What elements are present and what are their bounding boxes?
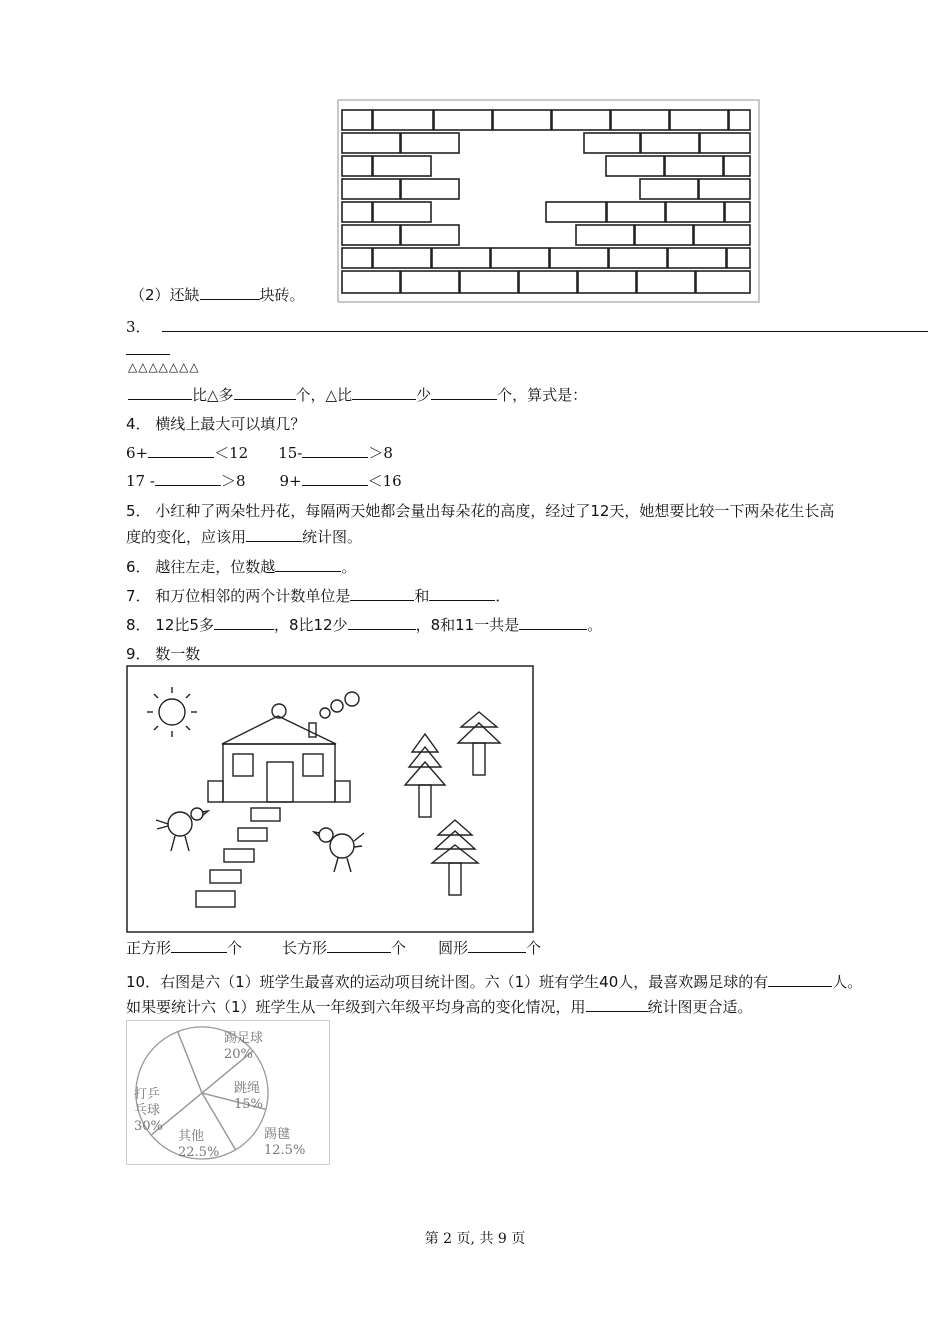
q5-line-2 bbox=[126, 526, 362, 547]
q3-blank-2[interactable] bbox=[234, 385, 296, 400]
q10-blank-2[interactable] bbox=[586, 997, 648, 1012]
pie-label-4-1: 其他 bbox=[178, 1129, 205, 1144]
q3-sentence bbox=[128, 384, 587, 405]
q4-expr-2a: 15- bbox=[278, 444, 303, 462]
q7-text: 7． 和万位相邻的两个计数单位是 bbox=[126, 587, 351, 605]
q3-blank-3[interactable] bbox=[352, 385, 416, 400]
q8-blank-1[interactable] bbox=[214, 615, 274, 630]
q9-rect-unit: 个 bbox=[391, 939, 407, 957]
q4-row-1 bbox=[126, 442, 393, 463]
q9-square-label: 正方形 bbox=[126, 939, 172, 957]
q4-title: 4． 横线上最大可以填几？ bbox=[126, 415, 306, 433]
q4-expr-3b: ＞8 bbox=[220, 472, 246, 490]
q4-expr-4b: ＜16 bbox=[367, 472, 402, 490]
q10-text-2b: 统计图更合适。 bbox=[647, 998, 753, 1016]
sports-pie-chart bbox=[126, 1020, 330, 1166]
q3-text-3: 少 bbox=[416, 386, 432, 404]
q9-rect-blank[interactable] bbox=[327, 938, 391, 953]
q10-text-2: 如果要统计六（1）班学生从一年级到六年级平均身高的变化情况，用 bbox=[126, 998, 586, 1016]
page-footer: 第 2 页, 共 9 页 bbox=[424, 1231, 526, 1247]
q7-and: 和 bbox=[414, 587, 430, 605]
q4-expr-3a: 17 - bbox=[126, 472, 155, 490]
q9-rect-label: 长方形 bbox=[282, 939, 328, 957]
q9-answers bbox=[126, 937, 541, 958]
q2-answer-blank[interactable] bbox=[200, 285, 260, 300]
q3-text-2: 个，△比 bbox=[295, 386, 353, 404]
pie-label-5-3: 30% bbox=[134, 1119, 163, 1134]
q9-title: 9． 数一数 bbox=[126, 645, 201, 663]
q10-text-1: 10．右图是六（1）班学生最喜欢的运动项目统计图。六（1）班有学生40人，最喜欢踢足球的有 bbox=[126, 973, 769, 991]
q2-sub-text: （2）还缺 bbox=[130, 286, 200, 304]
q10-text-1b: 人。 bbox=[832, 973, 863, 991]
q4-blank-2[interactable] bbox=[302, 443, 368, 458]
q4-row-2 bbox=[126, 470, 402, 491]
q4-expr-1b: ＜12 bbox=[214, 444, 249, 462]
q5-blank[interactable] bbox=[246, 527, 302, 542]
q7-suffix: ． bbox=[495, 587, 511, 605]
q8-blank-3[interactable] bbox=[519, 615, 587, 630]
q10-blank-1[interactable] bbox=[768, 972, 832, 987]
pie-label-4-2: 22.5% bbox=[178, 1145, 220, 1160]
pie-label-3-1: 踢毽 bbox=[264, 1127, 291, 1142]
pie-label-5-1: 打乒 bbox=[134, 1087, 161, 1102]
pie-label-2-2: 15% bbox=[234, 1097, 263, 1112]
q8-text-3: ，8和11一共是 bbox=[415, 616, 520, 634]
q5-line-1: 5． 小红种了两朵牡丹花，每隔两天她都会量出每朵花的高度，经过了12天，她想要比较一下两朵花生长高 bbox=[126, 502, 835, 520]
q7-blank-2[interactable] bbox=[429, 586, 495, 601]
pie-label-5-2: 乓球 bbox=[134, 1103, 161, 1118]
q4-expr-4a: 9+ bbox=[279, 472, 302, 490]
q7-blank-1[interactable] bbox=[350, 586, 414, 601]
count-shapes-picture bbox=[126, 665, 536, 935]
q2-sub-suffix: 块砖。 bbox=[259, 286, 305, 304]
q8-line bbox=[126, 614, 602, 635]
q8-text-4: 。 bbox=[587, 616, 603, 634]
sun-circle bbox=[159, 699, 185, 725]
q8-text-1: 8． 12比5多 bbox=[126, 616, 214, 634]
q3-long-line bbox=[162, 331, 928, 332]
pie-label-1-1: 踢足球 bbox=[224, 1031, 264, 1046]
q9-circle-unit: 个 bbox=[526, 939, 542, 957]
q9-square-unit: 个 bbox=[227, 939, 243, 957]
q3-text-4: 个，算式是： bbox=[497, 386, 588, 404]
q4-blank-4[interactable] bbox=[302, 471, 368, 486]
q8-text-2: ，8比12少 bbox=[273, 616, 348, 634]
q3-short-line bbox=[126, 354, 170, 355]
brick-wall-figure bbox=[336, 98, 762, 304]
q6-line bbox=[126, 556, 356, 577]
q6-blank[interactable] bbox=[275, 557, 341, 572]
q3-text-1: 比△多 bbox=[192, 386, 234, 404]
q3-blank-1[interactable] bbox=[128, 385, 192, 400]
q8-blank-2[interactable] bbox=[348, 615, 416, 630]
q3-number: 3． bbox=[126, 318, 151, 336]
q4-expr-2b: ＞8 bbox=[368, 444, 393, 462]
q10-line-2 bbox=[126, 996, 753, 1017]
q9-square-blank[interactable] bbox=[171, 938, 227, 953]
q5-text-b: 统计图。 bbox=[302, 528, 363, 546]
q9-circle-label: 圆形 bbox=[438, 939, 469, 957]
q6-text: 6． 越往左走，位数越 bbox=[126, 558, 276, 576]
q3-blank-4[interactable] bbox=[431, 385, 497, 400]
q4-expr-1a: 6+ bbox=[126, 444, 149, 462]
q10-line-1 bbox=[126, 971, 862, 992]
q4-blank-1[interactable] bbox=[148, 443, 214, 458]
pie-label-2-1: 跳绳 bbox=[234, 1081, 261, 1096]
q3-triangles: △△△△△△△ bbox=[128, 360, 200, 374]
q7-line bbox=[126, 585, 510, 606]
q2-sub-question bbox=[130, 284, 305, 305]
q5-text-a: 度的变化，应该用 bbox=[126, 528, 247, 546]
pie-label-3-2: 12.5% bbox=[264, 1143, 306, 1158]
pie-label-1-2: 20% bbox=[224, 1047, 253, 1062]
q9-circle-blank[interactable] bbox=[468, 938, 526, 953]
q6-suffix: 。 bbox=[341, 558, 357, 576]
q4-blank-3[interactable] bbox=[155, 471, 221, 486]
